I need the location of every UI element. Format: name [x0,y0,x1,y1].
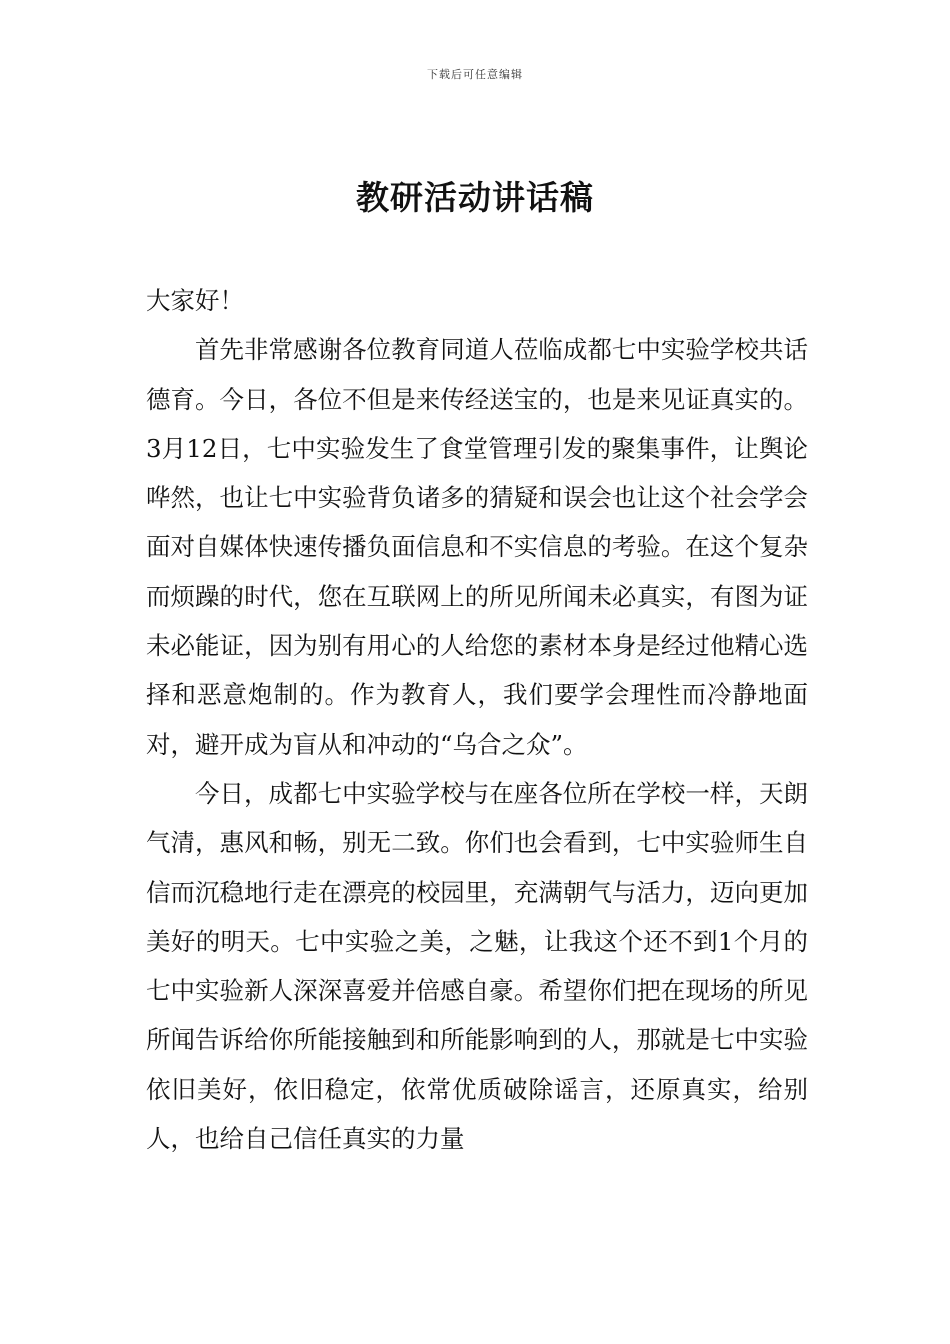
document-title: 教研活动讲话稿 [356,178,594,217]
header-note: 下载后可任意编辑 [427,68,523,81]
document-body [146,276,808,1163]
greeting: 大家好！ [146,286,244,315]
paragraph: 首先非常感谢各位教育同道人莅临成都七中实验学校共话德育。今日，各位不但是来传经送宝的，也是来见证真实的。3月12日，七中实验发生了食堂管理引发的聚集事件，让舆论哗然，也让七中实验背负诸多的猜疑和误会也让这个社会学会面对自媒体快速传播负面信息和不实信息的考验。在这个复杂而烦躁的时代，您在互联网上的所见所闻未必真实，有图为证未必能证，因为别有用心的人给您的素材本身是经过他精心选择和恶意炮制的。作为教育人，我们要学会理性而冷静地面对，避开成为盲从和冲动的“乌合之众”。 [146,335,808,759]
paragraph: 今日，成都七中实验学校与在座各位所在学校一样，天朗气清，惠风和畅，别无二致。你们也会看到，七中实验师生自信而沉稳地行走在漂亮的校园里，充满朝气与活力，迈向更加美好的明天。七中实验之美，之魅，让我这个还不到1个月的七中实验新人深深喜爱并倍感自豪。希望你们把在现场的所见所闻告诉给你所能接触到和所能影响到的人，那就是七中实验依旧美好，依旧稳定，依常优质破除谣言，还原真实，给别人，也给自己信任真实的力量 [146,778,808,1154]
